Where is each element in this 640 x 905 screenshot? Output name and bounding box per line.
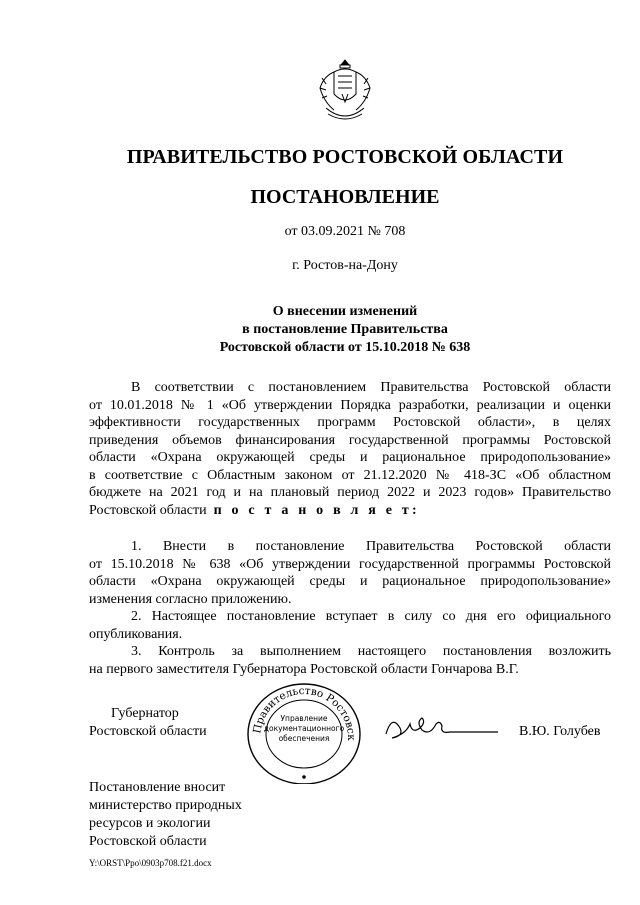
organization-title: ПРАВИТЕЛЬСТВО РОСТОВСКОЙ ОБЛАСТИ (126, 146, 564, 168)
subject-line: Ростовской области от 15.10.2018 № 638 (219, 340, 471, 355)
resolves-word: п о с т а н о в л я е т: (213, 502, 420, 518)
preamble-line: в соответствие с Областным законом от 21.12.2020 № 418-ЗС «Об областном (89, 467, 611, 483)
preamble-paragraph (89, 379, 611, 519)
document-type: ПОСТАНОВЛЕНИЕ (250, 186, 440, 208)
official-stamp (244, 680, 364, 784)
preamble-line-prefix: Ростовской области (89, 502, 207, 518)
stamp-line: обеспечения (278, 734, 330, 743)
handwritten-signature-icon (380, 712, 500, 746)
file-path: Y:\ORST\Ppo\0903p708.f21.docx (89, 858, 212, 868)
note-line: Постановление вносит (89, 780, 226, 795)
document-city: г. Ростов-на-Дону (292, 258, 398, 273)
item-1-line: от 15.10.2018 № 638 «Об утверждении государственной программы Ростовской (89, 556, 611, 572)
subject-line: в постановление Правительства (242, 322, 448, 337)
item-3-line: на первого заместителя Губернатора Ростовской области Гончарова В.Г. (89, 661, 519, 677)
stamp-line: документационного (263, 724, 345, 733)
note-line: Ростовской области (89, 834, 207, 849)
signer-position-line2: Ростовской области (89, 724, 207, 739)
document-subject (0, 303, 640, 357)
preamble-line: от 10.01.2018 № 1 «Об утверждении Порядка разработки, реализации и оценки (89, 397, 611, 413)
submission-note (89, 779, 242, 851)
preamble-last-line (89, 502, 611, 520)
note-line: ресурсов и экологии (89, 816, 211, 831)
preamble-line: приведения объемов финансирования государственной программы Ростовской (89, 432, 611, 448)
preamble-line: области «Охрана окружающей среды и рациональное природопользование» (89, 450, 611, 465)
stamp-line: Управление (280, 714, 328, 723)
item-1-line: области «Охрана окружающей среды и рациональное природопользование» (89, 574, 611, 589)
item-2-line: опубликования. (89, 626, 183, 642)
document-date-number: от 03.09.2021 № 708 (284, 224, 406, 239)
item-1-line: 1. Внести в постановление Правительства Ростовской области (131, 539, 611, 554)
stamp-ring-text: Правительство Ростовск (251, 684, 358, 741)
signer-name: В.Ю. Голубев (519, 724, 601, 739)
preamble-line: бюджете на 2021 год и на плановый период 2022 и 2023 годов» Правительство (89, 485, 611, 500)
item-3-line: 3. Контроль за выполнением настоящего постановления возложить (131, 644, 611, 659)
item-2-line: 2. Настоящее постановление вступает в силу со дня его официального (131, 609, 611, 624)
resolution-items (89, 538, 611, 678)
preamble-line: В соответствии с постановлением Правительства Ростовской области (131, 380, 611, 395)
subject-line: О внесении изменений (272, 304, 418, 319)
note-line: министерство природных (89, 798, 242, 813)
item-1-line: изменения согласно приложению. (89, 591, 292, 607)
signer-position-line1: Губернатор (111, 706, 179, 721)
coat-of-arms-icon (316, 58, 374, 124)
preamble-line: эффективности государственных программ Ростовской области», в целях (89, 415, 611, 430)
